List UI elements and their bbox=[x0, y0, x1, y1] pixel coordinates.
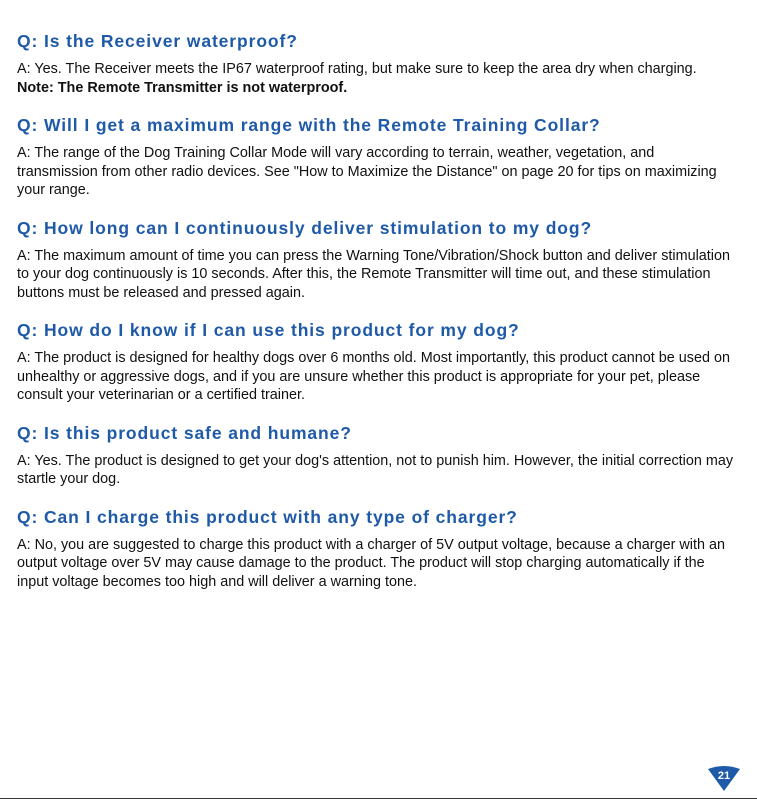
faq-item-charger bbox=[17, 506, 739, 592]
faq-question: Q: Is this product safe and humane? bbox=[17, 422, 352, 443]
faq-answer: A: Yes. The product is designed to get your dog's attention, not to punish him. However, the initial correction may startle your dog. bbox=[17, 452, 734, 487]
faq-answer: A: No, you are suggested to charge this product with a charger of 5V output voltage, because a charger with an output voltage over 5V may cause damage to the product. The product will stop charging automatically if the input voltage becomes too high and will deliver a warning tone. bbox=[17, 536, 725, 590]
faq-question: Q: How do I know if I can use this product for my dog? bbox=[17, 320, 520, 340]
faq-item-waterproof bbox=[17, 30, 739, 97]
faq-answer: A: The maximum amount of time you can press the Warning Tone/Vibration/Shock button and deliver stimulation to your dog continuously is 10 seconds. After this, the Remote Transmitter will time out, and these stimulation buttons must be released and pressed again. bbox=[17, 247, 730, 301]
faq-note: Note: The Remote Transmitter is not waterproof. bbox=[17, 79, 348, 96]
faq-question: Q: Will I get a maximum range with the Remote Training Collar? bbox=[17, 115, 601, 135]
faq-answer: A: The product is designed for healthy dogs over 6 months old. Most importantly, this product cannot be used on unhealthy or aggressive dogs, and if you are unsure whether this product is appropriate for your pet, please consult your veterinarian or a certified trainer. bbox=[17, 350, 731, 403]
faq-question: Q: How long can I continuously deliver stimulation to my dog? bbox=[17, 217, 593, 238]
faq-answer: A: The range of the Dog Training Collar Mode will vary according to terrain, weather, vegetation, and transmission from other radio devices. See "How to Maximize the Distance" on page 20 for tips on maximizing your range. bbox=[17, 145, 717, 198]
faq-section bbox=[17, 30, 739, 608]
faq-item-suitability bbox=[17, 319, 739, 405]
faq-question: Q: Can I charge this product with any type of charger? bbox=[17, 506, 518, 527]
page-number: 21 bbox=[717, 770, 731, 782]
faq-item-stimulation-duration bbox=[17, 217, 739, 303]
faq-answer: A: Yes. The Receiver meets the IP67 waterproof rating, but make sure to keep the area dry when charging. bbox=[17, 61, 697, 77]
bottom-divider bbox=[0, 798, 757, 799]
faq-item-range bbox=[17, 114, 739, 200]
faq-question: Q: Is the Receiver waterproof? bbox=[17, 31, 298, 51]
faq-item-safety bbox=[17, 422, 739, 489]
page-number-badge bbox=[706, 764, 742, 792]
